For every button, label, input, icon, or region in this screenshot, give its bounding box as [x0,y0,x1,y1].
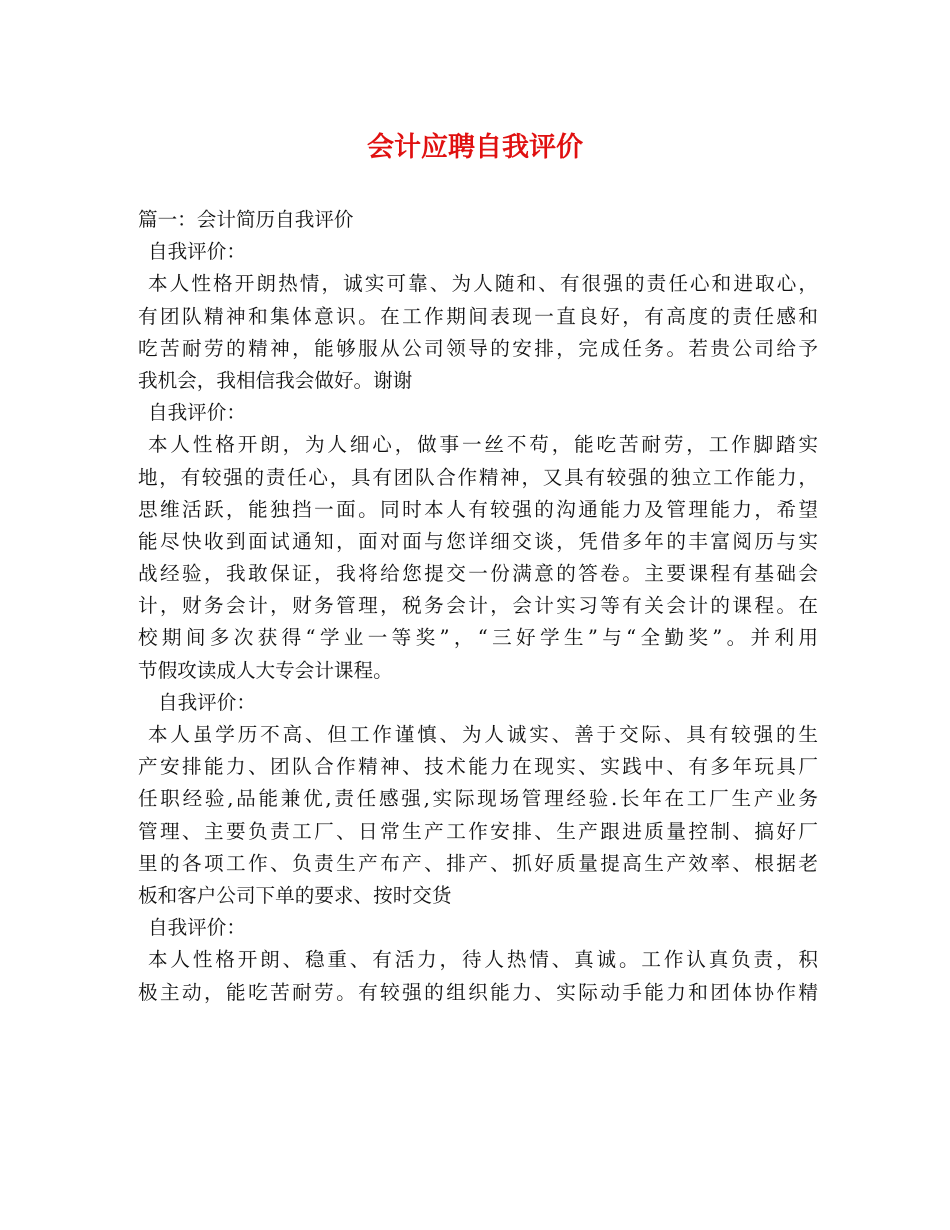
self-evaluation-label: 自我评价： [148,916,246,940]
paragraph-line: 板和客户公司下单的要求、按时交货 [138,883,452,907]
paragraph-line: 本人性格开朗，为人细心，做事一丝不苟，能吃苦耐劳，工作脚踏实 [148,433,818,457]
paragraph-line: 本人性格开朗、稳重、有活力，待人热情、真诚。工作认真负责，积 [148,948,818,972]
self-evaluation-label: 自我评价： [158,690,256,714]
paragraph-line: 吃苦耐劳的精神，能够服从公司领导的安排，完成任务。若贵公司给予 [138,336,818,360]
paragraph-line: 产安排能力、团队合作精神、技术能力在现实、实践中、有多年玩具厂 [138,755,818,779]
paragraph-line: 校期间多次获得“学业一等奖”，“三好学生”与“全勤奖”。并利用 [138,626,818,650]
paragraph-line: 有团队精神和集体意识。在工作期间表现一直良好，有高度的责任感和 [138,304,818,328]
paragraph-line: 本人性格开朗热情，诚实可靠、为人随和、有很强的责任心和进取心， [148,272,818,296]
paragraph-line: 节假攻读成人大专会计课程。 [138,658,393,682]
document-title: 会计应聘自我评价 [367,132,583,163]
paragraph-line: 里的各项工作、负责生产布产、排产、抓好质量提高生产效率、根据老 [138,851,818,875]
paragraph-line: 战经验，我敢保证，我将给您提交一份满意的答卷。主要课程有基础会 [138,562,818,586]
paragraph-line: 思维活跃，能独挡一面。同时本人有较强的沟通能力及管理能力，希望 [138,497,818,521]
paragraph-line: 地，有较强的责任心，具有团队合作精神，又具有较强的独立工作能力， [138,465,818,489]
paragraph-line: 管理、主要负责工厂、日常生产工作安排、生产跟进质量控制、搞好厂 [138,819,818,843]
paragraph-line: 我机会，我相信我会做好。谢谢 [138,368,413,392]
self-evaluation-label: 自我评价： [148,240,246,264]
paragraph-line: 极主动，能吃苦耐劳。有较强的组织能力、实际动手能力和团体协作精 [138,980,818,1004]
paragraph-line: 能尽快收到面试通知，面对面与您详细交谈，凭借多年的丰富阅历与实 [138,529,818,553]
self-evaluation-label: 自我评价： [148,401,246,425]
section-heading: 篇一：会计简历自我评价 [138,208,354,231]
paragraph-line: 任职经验,品能兼优,责任感强,实际现场管理经验.长年在工厂生产业务 [138,787,818,811]
paragraph-line: 本人虽学历不高、但工作谨慎、为人诚实、善于交际、具有较强的生 [148,723,818,746]
paragraph-line: 计，财务会计，财务管理，税务会计，会计实习等有关会计的课程。在 [138,594,818,618]
document-body [138,204,818,1009]
